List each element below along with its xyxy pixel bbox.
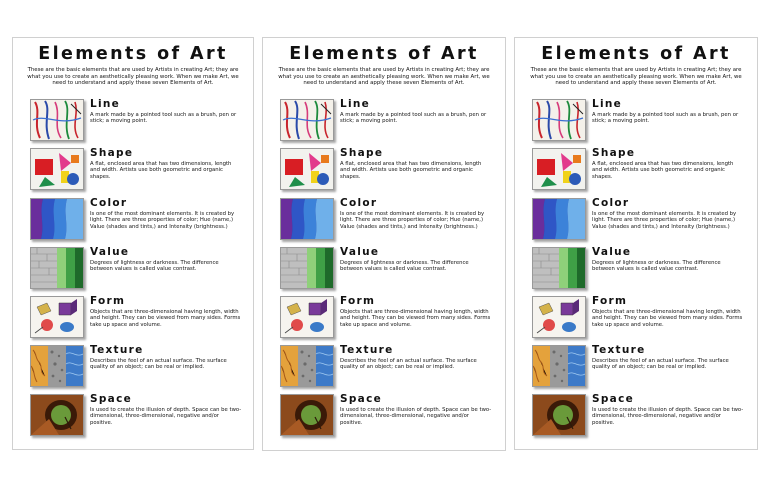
form-artwork-thumbnail	[30, 296, 84, 338]
element-row-form	[532, 296, 747, 339]
element-text	[592, 197, 744, 230]
element-text	[90, 295, 242, 328]
element-description: Is used to create the illusion of depth. Space can be two-dimensional, three-dimensional, negative and/or positive.	[340, 407, 492, 426]
element-description: Objects that are three-dimensional having length, width and height. They can be viewed from many sides. Forms take up space and volume.	[340, 309, 491, 328]
element-text	[340, 393, 492, 426]
element-text	[340, 344, 492, 371]
element-text	[340, 246, 492, 273]
element-title: Line	[90, 98, 121, 110]
element-text	[592, 98, 744, 125]
element-text	[90, 393, 242, 426]
element-text	[340, 98, 492, 125]
element-description: Degrees of lightness or darkness. The difference between values is called value contrast.	[90, 260, 219, 273]
element-title: Value	[90, 246, 130, 258]
element-description: A flat, enclosed area that has two dimensions, length and width. Artists use both geometric and organic shapes.	[90, 161, 232, 180]
element-row-space	[280, 394, 495, 437]
line-artwork-thumbnail	[30, 99, 84, 141]
panel-intro: These are the basic elements that are used by Artists in creating Art; they are what you use to create an aesthetically pleasing work. When we make Art, we need to understand and apply these seven Elements of Art.	[27, 67, 239, 87]
panel-intro: These are the basic elements that are used by Artists in creating Art; they are what you use to create an aesthetically pleasing work. When we make Art, we need to understand and apply these seven Elements of Art.	[278, 67, 490, 87]
value-artwork-thumbnail	[532, 247, 586, 289]
panel-title: Elements of Art	[38, 44, 228, 64]
element-description: Is used to create the illusion of depth. Space can be two-dimensional, three-dimensional, negative and/or positive.	[90, 407, 242, 426]
element-row-line	[532, 99, 747, 142]
element-title: Texture	[90, 344, 144, 356]
element-title: Color	[340, 197, 378, 209]
color-artwork-thumbnail	[532, 198, 586, 240]
element-title: Form	[90, 295, 126, 307]
element-row-form	[30, 296, 245, 339]
form-artwork-thumbnail	[280, 296, 334, 338]
space-artwork-thumbnail	[280, 394, 334, 436]
element-row-form	[280, 296, 495, 339]
space-artwork-thumbnail	[532, 394, 586, 436]
element-title: Space	[90, 393, 133, 405]
element-row-line	[30, 99, 245, 142]
element-title: Texture	[340, 344, 394, 356]
element-title: Line	[592, 98, 623, 110]
value-artwork-thumbnail	[30, 247, 84, 289]
panel-title: Elements of Art	[289, 44, 479, 64]
element-row-space	[30, 394, 245, 437]
shape-artwork-thumbnail	[280, 148, 334, 190]
element-description: A mark made by a pointed tool such as a brush, pen or stick; a moving point.	[592, 112, 739, 125]
element-text	[90, 197, 242, 230]
element-row-shape	[532, 148, 747, 191]
elements-of-art-panel-3	[514, 37, 758, 450]
element-description: Objects that are three-dimensional having length, width and height. They can be viewed from many sides. Forms take up space and volume.	[592, 309, 743, 328]
element-description: Is used to create the illusion of depth. Space can be two-dimensional, three-dimensional, negative and/or positive.	[592, 407, 744, 426]
element-title: Color	[90, 197, 128, 209]
element-description: Describes the feel of an actual surface. The surface quality of an object; can be real or implied.	[340, 358, 477, 371]
element-text	[592, 246, 744, 273]
line-artwork-thumbnail	[532, 99, 586, 141]
element-description: A flat, enclosed area that has two dimensions, length and width. Artists use both geometric and organic shapes.	[592, 161, 734, 180]
element-text	[340, 197, 492, 230]
element-title: Line	[340, 98, 371, 110]
element-row-color	[280, 198, 495, 241]
element-title: Color	[592, 197, 630, 209]
element-text	[592, 344, 744, 371]
element-title: Shape	[592, 147, 636, 159]
element-row-line	[280, 99, 495, 142]
element-description: Describes the feel of an actual surface. The surface quality of an object; can be real or implied.	[592, 358, 729, 371]
element-row-color	[532, 198, 747, 241]
element-title: Texture	[592, 344, 646, 356]
color-artwork-thumbnail	[280, 198, 334, 240]
element-title: Space	[340, 393, 383, 405]
value-artwork-thumbnail	[280, 247, 334, 289]
element-description: A flat, enclosed area that has two dimensions, length and width. Artists use both geometric and organic shapes.	[340, 161, 482, 180]
element-title: Shape	[90, 147, 134, 159]
element-description: Is one of the most dominant elements. It is created by light. There are three properties of color; Hue (name,) Value (shades and tints,) and Intensity (brightness.)	[340, 211, 485, 230]
element-title: Form	[592, 295, 628, 307]
form-artwork-thumbnail	[532, 296, 586, 338]
element-row-value	[280, 247, 495, 290]
element-text	[90, 246, 242, 273]
element-text	[340, 147, 492, 180]
panel-title: Elements of Art	[541, 44, 731, 64]
elements-of-art-panel-1	[12, 37, 254, 450]
element-text	[90, 98, 242, 125]
element-description: Is one of the most dominant elements. It is created by light. There are three properties of color; Hue (name,) Value (shades and tints,) and Intensity (brightness.)	[592, 211, 737, 230]
element-description: Describes the feel of an actual surface. The surface quality of an object; can be real or implied.	[90, 358, 227, 371]
element-text	[340, 295, 492, 328]
element-text	[592, 295, 744, 328]
elements-of-art-panel-2	[262, 37, 506, 451]
element-title: Space	[592, 393, 635, 405]
texture-artwork-thumbnail	[280, 345, 334, 387]
space-artwork-thumbnail	[30, 394, 84, 436]
panel-intro: These are the basic elements that are used by Artists in creating Art; they are what you use to create an aesthetically pleasing work. When we make Art, we need to understand and apply these seven Elements of Art.	[530, 67, 742, 87]
element-row-shape	[280, 148, 495, 191]
element-row-texture	[30, 345, 245, 388]
texture-artwork-thumbnail	[30, 345, 84, 387]
element-title: Value	[592, 246, 632, 258]
element-title: Form	[340, 295, 376, 307]
element-row-texture	[532, 345, 747, 388]
element-description: Objects that are three-dimensional having length, width and height. They can be viewed from many sides. Forms take up space and volume.	[90, 309, 241, 328]
element-text	[592, 393, 744, 426]
element-row-value	[30, 247, 245, 290]
color-artwork-thumbnail	[30, 198, 84, 240]
element-text	[592, 147, 744, 180]
shape-artwork-thumbnail	[532, 148, 586, 190]
texture-artwork-thumbnail	[532, 345, 586, 387]
shape-artwork-thumbnail	[30, 148, 84, 190]
element-title: Value	[340, 246, 380, 258]
element-description: Degrees of lightness or darkness. The difference between values is called value contrast.	[340, 260, 469, 273]
element-description: A mark made by a pointed tool such as a brush, pen or stick; a moving point.	[90, 112, 237, 125]
line-artwork-thumbnail	[280, 99, 334, 141]
element-row-space	[532, 394, 747, 437]
element-description: Degrees of lightness or darkness. The difference between values is called value contrast.	[592, 260, 721, 273]
element-text	[90, 147, 242, 180]
element-row-color	[30, 198, 245, 241]
element-row-value	[532, 247, 747, 290]
element-description: A mark made by a pointed tool such as a brush, pen or stick; a moving point.	[340, 112, 487, 125]
element-title: Shape	[340, 147, 384, 159]
element-text	[90, 344, 242, 371]
element-row-texture	[280, 345, 495, 388]
element-row-shape	[30, 148, 245, 191]
element-description: Is one of the most dominant elements. It is created by light. There are three properties of color; Hue (name,) Value (shades and tints,) and Intensity (brightness.)	[90, 211, 235, 230]
